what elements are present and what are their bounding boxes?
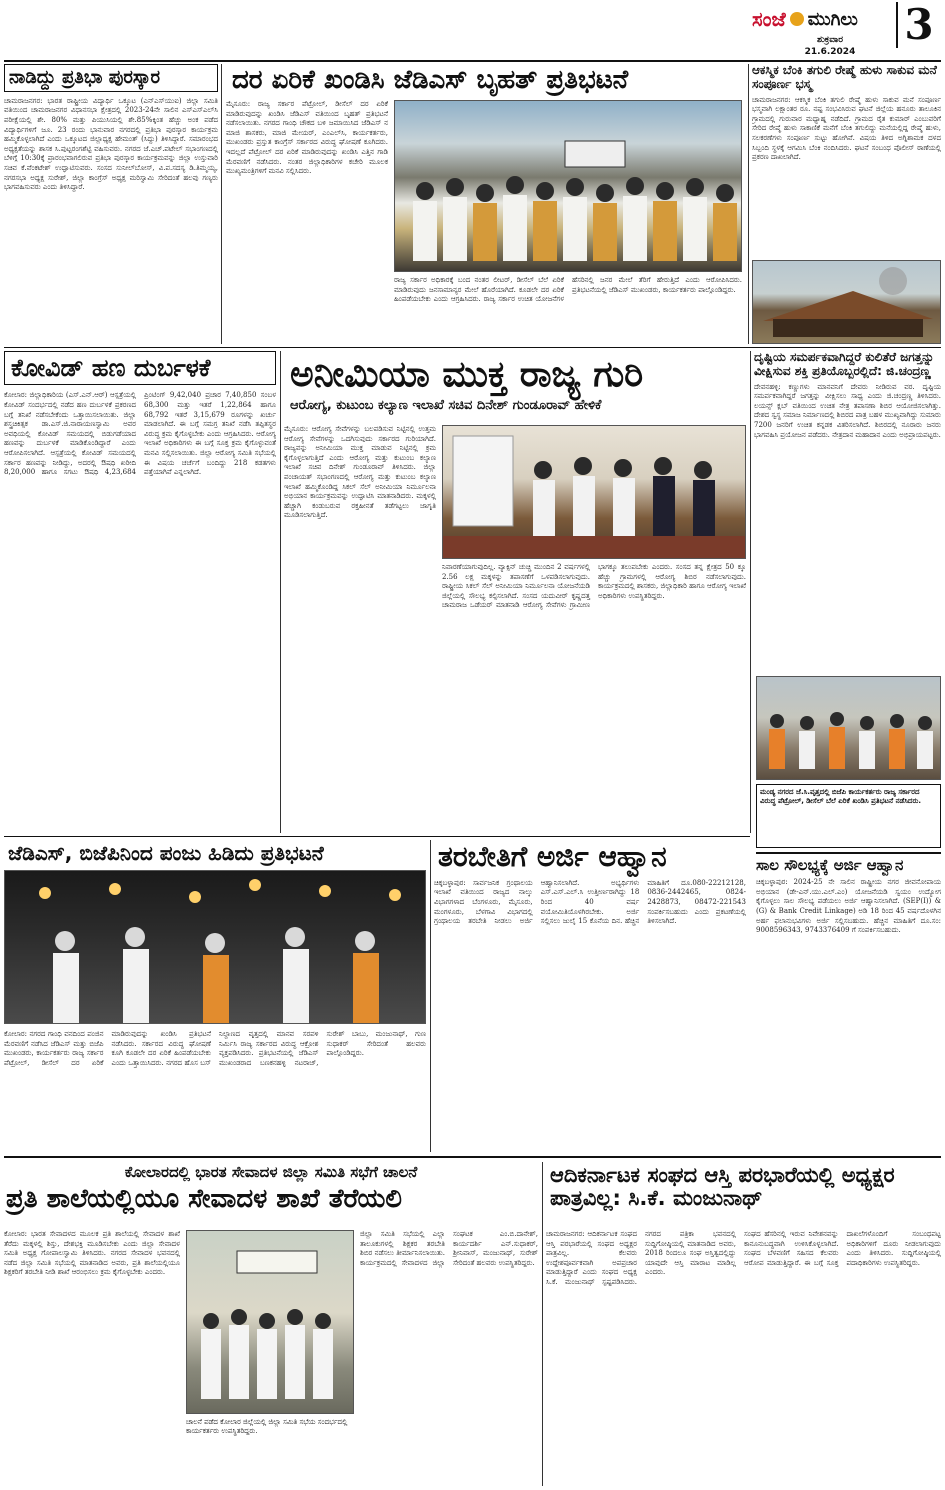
masthead-logo xyxy=(752,4,892,34)
article-adi-karnataka xyxy=(546,1162,941,1486)
body-sevadal-left: ಕೋಲಾರ: ಭಾರತ ಸೇವಾದಳದ ಮೂಲಕ ಪ್ರತಿ ಶಾಲೆಯಲ್ಲಿ ಸೇವಾದಳ ಶಾಖೆ ತೆರೆದು ಮಕ್ಕಳಲ್ಲಿ ಶಿಸ್ತು, ದೇಶಭಕ್ತಿ ಮೂಡಿಸಬೇಕು ಎಂದು ಜಿಲ್ಲಾ ಸೇವಾದಳ ಸಮಿತಿ ಅಧ್ಯಕ್ಷ ಗೋಪಾಲಸ್ವಾಮಿ ತಿಳಿಸಿದರು. ನಗರದ ಸೇವಾದಳ ಭವನದಲ್ಲಿ ನಡೆದ ಜಿಲ್ಲಾ ಸಮಿತಿ ಸಭೆಯಲ್ಲಿ ಮಾತನಾಡಿದ ಅವರು, ಪ್ರತಿ ಶಾಲೆಯಲ್ಲಿಯೂ ಶಿಕ್ಷಕರಿಗೆ ತರಬೇತಿ ನೀಡಿ ಶಾಖೆ ಆರಂಭಿಸಲು ಕ್ರಮ ಕೈಗೊಳ್ಳಬೇಕು ಎಂದರು. xyxy=(4,1230,180,1277)
section-rule xyxy=(4,347,941,348)
photo-mandya-protest xyxy=(756,676,941,780)
article-jds-bjp xyxy=(4,840,426,1152)
headline-jds-bjp: ಜೆಡಿಎಸ್, ಬಿಜೆಪಿನಿಂದ ಪಂಜು ಹಿಡಿದು ಪ್ರತಿಭಟನೆ xyxy=(8,841,324,865)
article-saala xyxy=(756,852,941,1152)
headline-tarabeti: ತರಬೇತಿಗೆ ಅರ್ಜಿ ಆಹ್ವಾನ xyxy=(438,840,667,873)
kicker-sevadal: ಕೋಲಾರದಲ್ಲಿ ಭಾರತ ಸೇವಾದಳ ಜಿಲ್ಲಾ ಸಮಿತಿ ಸಭೆಗೆ ಚಾಲನೆ xyxy=(124,1163,418,1181)
dateline xyxy=(770,34,890,60)
photo-anemia-event xyxy=(442,425,746,559)
column-rule xyxy=(748,64,749,344)
headline-saala: ಸಾಲ ಸೌಲಭ್ಯಕ್ಕೆ ಅರ್ಜಿ ಆಹ್ವಾನ xyxy=(756,852,941,874)
body-adi-right: ಸಂಘದ ಹೆಸರಿನಲ್ಲಿ ಇರುವ ನಿವೇಶನವನ್ನು ಕಾನೂನುಬದ್ಧವಾಗಿ ಉಳಿಸಿಕೊಳ್ಳಲಾಗಿದೆ. ಸಂಘದ ಬೆಳವಣಿಗೆ ಸಹಿಸದ ಕೆಲವರು ಆರೋಪ ಮಾಡುತ್ತಿದ್ದಾರೆ. ಈ ಬಗ್ಗೆ ಸೂಕ್ತ ದಾಖಲೆಗಳೊಂದಿಗೆ ಸಂಬಂಧಪಟ್ಟ ಅಧಿಕಾರಿಗಳಿಗೆ ದೂರು ನೀಡಲಾಗುವುದು ಎಂದು ತಿಳಿಸಿದರು. ಸುದ್ದಿಗೋಷ್ಠಿಯಲ್ಲಿ ಪದಾಧಿಕಾರಿಗಳು ಉಪಸ್ಥಿತರಿದ್ದರು. xyxy=(744,1230,941,1267)
section-rule xyxy=(4,836,750,837)
article-tarabeti xyxy=(434,840,746,1152)
body-anemia-right: ನಿವಾರಣೆಯಾಗುವುದಿಲ್ಲ. ವ್ಯಾಕ್ಸಿನ್ ಚುಚ್ಚಿ ಮುಂದಿನ 2 ವರ್ಷಗಳಲ್ಲಿ 2.56 ಲಕ್ಷ ಮಕ್ಕಳನ್ನು ತಪಾಸಣೆಗೆ ಒಳಪಡಿಸಲಾಗುವುದು. ರಾಷ್ಟ್ರೀಯ ಸಿಕಲ್ ಸೆಲ್ ಅನೀಮಿಯಾ ನಿರ್ಮೂಲನಾ ಯೋಜನೆಯಡಿ ಜಿಲ್ಲೆಯಲ್ಲಿ ಸೌಲಭ್ಯ ಕಲ್ಪಿಸಲಾಗಿದೆ. ಸಂಸದ ಯದುವೀರ್ ಕೃಷ್ಣದತ್ತ ಚಾಮರಾಜ ಒಡೆಯರ್ ಮಾತನಾಡಿ ಆರೋಗ್ಯ ಸೇವೆಗಳು ಗ್ರಾಮೀಣ ಭಾಗಕ್ಕೂ ತಲುಪಬೇಕು ಎಂದರು. ಸಂಸದ ತನ್ನ ಕ್ಷೇತ್ರದ 50 ಕ್ಕೂ ಹೆಚ್ಚು ಗ್ರಾಮಗಳಲ್ಲಿ ಆರೋಗ್ಯ ಶಿಬಿರ ನಡೆಸಲಾಗುವುದು. ಕಾರ್ಯಕ್ರಮದಲ್ಲಿ ಶಾಸಕರು, ಜಿಲ್ಲಾಧಿಕಾರಿ ಹಾಗೂ ಆರೋಗ್ಯ ಇಲಾಖೆ ಅಧಿಕಾರಿಗಳು ಉಪಸ್ಥಿತರಿದ್ದರು. xyxy=(442,563,746,610)
body-sevadal-right: ಜಿಲ್ಲಾ ಸಮಿತಿ ಸಭೆಯಲ್ಲಿ ಎಲ್ಲಾ ತಾಲೂಕುಗಳಲ್ಲಿ ಶಿಕ್ಷಕರ ತರಬೇತಿ ಶಿಬಿರ ನಡೆಸಲು ತೀರ್ಮಾನಿಸಲಾಯಿತು. ಕಾರ್ಯಕ್ರಮದಲ್ಲಿ ಸೇವಾದಳದ ಜಿಲ್ಲಾ ಸಂಘಟಕ ಎಂ.ಬಿ.ದಾನೇಶ್, ಕಾರ್ಯದರ್ಶಿ ಎನ್.ಸುಧಾಕರ್, ಶ್ರೀನಿವಾಸ್, ಮಂಜುನಾಥ್, ಸುರೇಶ್ ಸೇರಿದಂತೆ ಹಲವರು ಉಪಸ್ಥಿತರಿದ್ದರು. xyxy=(360,1230,538,1267)
column-rule xyxy=(430,840,431,1152)
headline-petrol: ದರ ಏರಿಕೆ ಖಂಡಿಸಿ ಜೆಡಿಎಸ್ ಬೃಹತ್ ಪ್ರತಿಭಟನೆ xyxy=(232,65,629,95)
photo-sevadal xyxy=(186,1230,354,1414)
dateline-day: ಶುಕ್ರವಾರ xyxy=(817,35,843,45)
headline-adi-karnataka: ಆದಿಕರ್ನಾಟಕ ಸಂಘದ ಆಸ್ತಿ ಪರಭಾರೆಯಲ್ಲಿ ಅಧ್ಯಕ್ಷರ ಪಾತ್ರವಿಲ್ಲ: ಸಿ.ಕೆ. ಮಂಜುನಾಥ್ xyxy=(550,1163,895,1211)
column-rule xyxy=(221,64,222,344)
photo-dignitaries xyxy=(443,426,746,559)
headline-anemia: ಅನೀಮಿಯಾ ಮುಕ್ತ ರಾಜ್ಯ ಗುರಿ xyxy=(290,354,644,395)
dateline-date: 21.6.2024 xyxy=(804,47,856,57)
headline-drishti: ದೃಷ್ಟಿಯ ಸಮರ್ಪಕವಾಗಿದ್ದರೆ ಕುಲಿತೆರೆ ಜಗತ್ತನ್ನು ವೀಕ್ಷಿಸುವ ಶಕ್ತಿ ಪ್ರತಿಯೊಬ್ಬರಲ್ಲಿದೆ: ಜಿ.ಚಂದ್ರಣ್ಣ xyxy=(754,351,935,378)
body-petrol-left: ಮೈಸೂರು: ರಾಜ್ಯ ಸರ್ಕಾರ ಪೆಟ್ರೋಲ್, ಡೀಸೆಲ್ ದರ ಏರಿಕೆ ಮಾಡಿರುವುದನ್ನು ಖಂಡಿಸಿ ಜೆಡಿಎಸ್ ವತಿಯಿಂದ ಬೃಹತ್ ಪ್ರತಿಭಟನೆ ನಡೆಸಲಾಯಿತು. ನಗರದ ಗಾಂಧಿ ಚೌಕದ ಬಳಿ ಜಮಾಯಿಸಿದ ಜೆಡಿಎಸ್ ನ ಮಾಜಿ ಶಾಸಕರು, ಮಾಜಿ ಮೇಯರ್, ಎಂಎಲ್‌ಸಿ, ಕಾರ್ಯಕರ್ತರು, ಮುಖಂಡರು ಪ್ರಸ್ತುತ ಕಾಂಗ್ರೆಸ್ ಸರ್ಕಾರದ ವಿರುದ್ಧ ಘೋಷಣೆ ಕೂಗಿದರು. ಇದಲ್ಲದೆ ಪೆಟ್ರೋಲ್ ದರ ಏರಿಕೆ ಮಾಡಿರುವುದನ್ನು ಖಂಡಿಸಿ ಎತ್ತಿನ ಗಾಡಿ ಮೆರವಣಿಗೆ ನಡೆಸಿದರು. ನಂತರ ಜಿಲ್ಲಾಧಿಕಾರಿಗಳ ಕಚೇರಿ ಮೂಲಕ ಮುಖ್ಯಮಂತ್ರಿಗಳಿಗೆ ಮನವಿ ಸಲ್ಲಿಸಿದರು. xyxy=(226,100,388,176)
section-rule xyxy=(4,1156,941,1158)
body-drishti: ದೇವನಹಳ್ಳಿ: ಕಣ್ಣುಗಳು ಮಾನವನಿಗೆ ದೇವರು ನೀಡಿರುವ ವರ. ದೃಷ್ಟಿಯ ಸಮರ್ಪಕವಾಗಿದ್ದರೆ ಜಗತ್ತನ್ನು ವೀಕ್ಷಿಸಲು ಸಾಧ್ಯ ಎಂದು ಜಿ.ಚಂದ್ರಣ್ಣ ತಿಳಿಸಿದರು. ಲಯನ್ಸ್ ಕ್ಲಬ್ ವತಿಯಿಂದ ಉಚಿತ ನೇತ್ರ ತಪಾಸಣಾ ಶಿಬಿರ ಆಯೋಜಿಸಲಾಗಿತ್ತು. ದೇಶದ ಸ್ವಸ್ಥ ಸಮಾಜ ನಿರ್ಮಾಣದಲ್ಲಿ ಶಿಬಿರದ ಪಾತ್ರ ಬಹಳ ಮುಖ್ಯವಾಗಿದ್ದು ಸುಮಾರು 7200 ಜನರಿಗೆ ಉಚಿತ ಕನ್ನಡಕ ವಿತರಿಸಲಾಗಿದೆ. ಶಿಬಿರದಲ್ಲಿ ನೂರಾರು ಜನರು ಭಾಗವಹಿಸಿ ಪ್ರಯೋಜನ ಪಡೆದರು. ನೇತ್ರದಾನ ಮಹಾದಾನ ಎಂದು ಅಭಿಪ್ರಾಯಪಟ್ಟರು. xyxy=(754,382,941,439)
article-pratibha xyxy=(4,64,218,344)
page-number: 3 xyxy=(896,2,940,48)
body-pratibha: ಚಾಮರಾಜನಗರ: ಭಾರತ ರಾಷ್ಟ್ರೀಯ ವಿದ್ಯಾರ್ಥಿ ಒಕ್ಕೂಟ (ಎನ್‌ಎಸ್‌ಯುಐ) ಜಿಲ್ಲಾ ಸಮಿತಿ ವತಿಯಿಂದ ಚಾಮರಾಜನಗರ ವಿಧಾನಸಭಾ ಕ್ಷೇತ್ರದಲ್ಲಿ 2023-24ನೇ ಸಾಲಿನ ಎಸ್‌ಎಸ್‌ಎಲ್‌ಸಿ ಪರೀಕ್ಷೆಯಲ್ಲಿ ಶೇ. 80% ಮತ್ತು ಪಿಯುಸಿಯಲ್ಲಿ ಶೇ.85%ಕ್ಕಿಂತ ಹೆಚ್ಚು ಅಂಕ ಪಡೆದ ವಿದ್ಯಾರ್ಥಿಗಳಿಗೆ ಜೂ. 23 ರಂದು ಭಾನುವಾರ ನಗರದಲ್ಲಿ ಪ್ರತಿಭಾ ಪುರಸ್ಕಾರ ಕಾರ್ಯಕ್ರಮ ಹಮ್ಮಿಕೊಳ್ಳಲಾಗಿದೆ ಎಂದು ಒಕ್ಕೂಟದ ಜಿಲ್ಲಾಧ್ಯಕ್ಷ ಹೇಮಂತ್ (ಸಿದ್ದು) ತಿಳಿಸಿದ್ದಾರೆ. ಸಮಾರಂಭದ ಅಧ್ಯಕ್ಷತೆಯನ್ನು ಶಾಸಕ ಸಿ.ಪುಟ್ಟರಂಗಶೆಟ್ಟಿ ವಹಿಸುವರು. ನಗರದ ಜೆ.ಎಚ್.ಪಟೇಲ್ ಸಭಾಂಗಣದಲ್ಲಿ ಬೆಳಿಗ್ಗೆ 10:30ಕ್ಕೆ ಪ್ರಾರಂಭವಾಗಲಿರುವ ಪ್ರತಿಭಾ ಪುರಸ್ಕಾರ ಕಾರ್ಯಕ್ರಮವನ್ನು ಜಿಲ್ಲಾ ಉಸ್ತುವಾರಿ ಸಚಿವ ಕೆ.ವೆಂಕಟೇಶ್ ಉದ್ಘಾಟಿಸುವರು. ಸಂಸದ ಸುನೀಲ್‌ಬೋಸ್, ವಿ.ಪ.ಸದಸ್ಯ ಡಿ.ತಿಮ್ಮಯ್ಯ, ನಗರಸಭಾ ಅಧ್ಯಕ್ಷ ಸುರೇಶ್, ಜಿಲ್ಲಾ ಕಾಂಗ್ರೆಸ್ ಅಧ್ಯಕ್ಷ ಮರಿಸ್ವಾಮಿ ಸೇರಿದಂತೆ ಹಲವು ಗಣ್ಯರು ಭಾಗವಹಿಸುವರು ಎಂದು ತಿಳಿಸಿದ್ದಾರೆ. xyxy=(4,96,218,192)
photo-burnt-shed xyxy=(753,261,941,344)
article-sevadal xyxy=(4,1162,538,1486)
caption-sevadal: ಚಾಲನೆ ಪಡೆದ ಕೋಲಾರ ಜಿಲ್ಲೆಯಲ್ಲಿ ಜಿಲ್ಲಾ ಸಮಿತಿ ಸಭೆಯ ಸಂದರ್ಭದಲ್ಲಿ ಕಾರ್ಯಕರ್ತರು ಉಪಸ್ಥಿತರಿದ್ದರು. xyxy=(186,1418,348,1435)
photo-jds-protest xyxy=(394,100,742,272)
masthead-rule xyxy=(4,60,941,62)
column-rule xyxy=(750,351,751,833)
body-anemia-left: ಮೈಸೂರು: ಆರೋಗ್ಯ ಸೇವೆಗಳನ್ನು ಬಲಪಡಿಸುವ ನಿಟ್ಟಿನಲ್ಲಿ ಉತ್ತಮ ಆರೋಗ್ಯ ಸೇವೆಗಳನ್ನು ಒದಗಿಸುವುದು ಸರ್ಕಾರದ ಗುರಿಯಾಗಿದೆ. ರಾಜ್ಯವನ್ನು ಅನೀಮಿಯಾ ಮುಕ್ತ ಮಾಡುವ ನಿಟ್ಟಿನಲ್ಲಿ ಕ್ರಮ ಕೈಗೊಳ್ಳಲಾಗುತ್ತಿದೆ ಎಂದು ಆರೋಗ್ಯ ಮತ್ತು ಕುಟುಂಬ ಕಲ್ಯಾಣ ಇಲಾಖೆ ಸಚಿವ ದಿನೇಶ್ ಗುಂಡೂರಾವ್ ತಿಳಿಸಿದರು. ಜಿಲ್ಲಾ ಪಂಚಾಯತ್ ಸಭಾಂಗಣದಲ್ಲಿ ಆರೋಗ್ಯ ಮತ್ತು ಕುಟುಂಬ ಕಲ್ಯಾಣ ಇಲಾಖೆ ಹಮ್ಮಿಕೊಂಡಿದ್ದ ಸಿಕಲ್ ಸೆಲ್ ಅನೀಮಿಯಾ ನಿರ್ಮೂಲನಾ ಅಭಿಯಾನ ಕಾರ್ಯಕ್ರಮವನ್ನು ಉದ್ಘಾಟಿಸಿ ಮಾತನಾಡಿದರು. ಮಕ್ಕಳಲ್ಲಿ ಹೆಚ್ಚಾಗಿ ಕಂಡುಬರುವ ರಕ್ತಹೀನತೆ ತಡೆಗಟ್ಟಲು ಜಾಗೃತಿ ಮೂಡಿಸಲಾಗುತ್ತಿದೆ. xyxy=(284,425,436,520)
article-petrol xyxy=(226,64,744,344)
body-fire: ಚಾಮರಾಜನಗರ: ಆಕಸ್ಮಿಕ ಬೆಂಕಿ ತಗುಲಿ ರೇಷ್ಮೆ ಹುಳು ಸಾಕುವ ಮನೆ ಸಂಪೂರ್ಣ ಭಸ್ಮವಾಗಿ ಲಕ್ಷಾಂತರ ರೂ. ನಷ್ಟ ಸಂಭವಿಸಿರುವ ಘಟನೆ ಜಿಲ್ಲೆಯ ಹನೂರು ತಾಲೂಕಿನ ಗ್ರಾಮದಲ್ಲಿ ಗುರುವಾರ ಮಧ್ಯಾಹ್ನ ನಡೆದಿದೆ. ಗ್ರಾಮದ ರೈತ ಕುಮಾರ್ ಎಂಬುವರಿಗೆ ಸೇರಿದ ರೇಷ್ಮೆ ಹುಳು ಸಾಕಾಣಿಕೆ ಮನೆಗೆ ಬೆಂಕಿ ತಗುಲಿದ್ದು ಮನೆಯಲ್ಲಿದ್ದ ರೇಷ್ಮೆ ಹುಳು, ಸಲಕರಣೆಗಳು ಸಂಪೂರ್ಣ ಸುಟ್ಟು ಹೋಗಿವೆ. ವಿಷಯ ತಿಳಿದ ಅಗ್ನಿಶಾಮಕ ದಳದ ಸಿಬ್ಬಂದಿ ಸ್ಥಳಕ್ಕೆ ಆಗಮಿಸಿ ಬೆಂಕಿ ನಂದಿಸಿದರು. ಘಟನೆ ಸಂಬಂಧ ಪೊಲೀಸ್ ಠಾಣೆಯಲ್ಲಿ ಪ್ರಕರಣ ದಾಖಲಾಗಿದೆ. xyxy=(752,95,941,162)
subhead-anemia: ಆರೋಗ್ಯ, ಕುಟುಂಬ ಕಲ್ಯಾಣ ಇಲಾಖೆ ಸಚಿವ ದಿನೇಶ್ ಗುಂಡೂರಾವ್ ಹೇಳಿಕೆ xyxy=(290,397,602,413)
photo-sevadal-group xyxy=(187,1231,354,1414)
photo-torch-crowd xyxy=(5,871,426,1024)
body-adi-left: ಚಾಮರಾಜನಗರ: ಆದಿಕರ್ನಾಟಕ ಸಂಘದ ಆಸ್ತಿ ಪರಭಾರೆಯಲ್ಲಿ ಸಂಘದ ಅಧ್ಯಕ್ಷರ ಪಾತ್ರವಿಲ್ಲ. ಕೆಲವರು ಉದ್ದೇಶಪೂರ್ವಕವಾಗಿ ಅಪಪ್ರಚಾರ ಮಾಡುತ್ತಿದ್ದಾರೆ ಎಂದು ಸಂಘದ ಅಧ್ಯಕ್ಷ ಸಿ.ಕೆ. ಮಂಜುನಾಥ್ ಸ್ಪಷ್ಟಪಡಿಸಿದರು. ನಗರದ ಪತ್ರಿಕಾ ಭವನದಲ್ಲಿ ಸುದ್ದಿಗೋಷ್ಠಿಯಲ್ಲಿ ಮಾತನಾಡಿದ ಅವರು, 2018 ರಿಂದಲೂ ಸಂಘ ಅಸ್ತಿತ್ವದಲ್ಲಿದ್ದು ಯಾವುದೇ ಆಸ್ತಿ ಮಾರಾಟ ಮಾಡಿಲ್ಲ ಎಂದರು. xyxy=(546,1230,736,1286)
column-rule xyxy=(280,351,281,833)
article-fire xyxy=(752,64,941,344)
photo-torch-rally xyxy=(4,870,426,1024)
logo-word-sanje: ಸಂಜೆ xyxy=(752,7,786,31)
logo-word-mugilu: ಮುಗಿಲು xyxy=(807,8,858,30)
body-saala: ಚಿಕ್ಕಬಳ್ಳಾಪುರ: 2024-25 ನೇ ಸಾಲಿನ ರಾಷ್ಟ್ರೀಯ ನಗರ ಜೀವನೋಪಾಯ ಅಭಿಯಾನ (ಡೇ-ಎನ್.ಯು.ಎಲ್.ಎಂ) ಯೋಜನೆಯಡಿ ಸ್ವಯಂ ಉದ್ಯೋಗ ಕೈಗೊಳ್ಳಲು ಸಾಲ ಸೌಲಭ್ಯ ಪಡೆಯಲು ಅರ್ಜಿ ಆಹ್ವಾನಿಸಲಾಗಿದೆ. (SEP(I)) & (G) & Bank Credit Linkage) ಅಡಿ 18 ರಿಂದ 45 ವರ್ಷದೊಳಗಿನ ಅರ್ಹ ಫಲಾನುಭವಿಗಳು ಅರ್ಜಿ ಸಲ್ಲಿಸಬಹುದು. ಹೆಚ್ಚಿನ ಮಾಹಿತಿಗೆ ದೂ.ಸಂ: 9008596343, 9743376409 ಗೆ ಸಂಪರ್ಕಿಸಬಹುದು. xyxy=(756,878,941,935)
photo-crowd-illustration xyxy=(395,101,742,272)
body-petrol-right: ರಾಜ್ಯ ಸರ್ಕಾರ ಅಧಿಕಾರಕ್ಕೆ ಬಂದ ನಂತರ ಲೀಟರ್, ಡೀಸೆಲ್ ಬೆಲೆ ಏರಿಕೆ ಮಾಡಿರುವುದು ಜನಸಾಮಾನ್ಯರ ಮೇಲೆ ಹೊರೆಯಾಗಿದೆ. ಕೂಡಲೇ ದರ ಏರಿಕೆ ಹಿಂಪಡೆಯಬೇಕು ಎಂದು ಆಗ್ರಹಿಸಿದರು. ರಾಜ್ಯ ಸರ್ಕಾರ ಉಚಿತ ಯೋಜನೆಗಳ ಹೆಸರಿನಲ್ಲಿ ಜನರ ಮೇಲೆ ತೆರಿಗೆ ಹೇರುತ್ತಿದೆ ಎಂದು ಆರೋಪಿಸಿದರು. ಪ್ರತಿಭಟನೆಯಲ್ಲಿ ಜೆಡಿಎಸ್ ಮುಖಂಡರು, ಕಾರ್ಯಕರ್ತರು ಪಾಲ್ಗೊಂಡಿದ್ದರು. xyxy=(394,276,742,304)
photo-sitting-protest xyxy=(757,677,941,780)
photo-fire xyxy=(752,260,941,344)
headline-fire: ಆಕಸ್ಮಿಕ ಬೆಂಕಿ ತಗುಲಿ ರೇಷ್ಮೆ ಹುಳು ಸಾಕುವ ಮನೆ ಸಂಪೂರ್ಣ ಭಸ್ಮ xyxy=(752,64,937,91)
logo-cloud-icon xyxy=(790,12,804,26)
headline-sevadal: ಪ್ರತಿ ಶಾಲೆಯಲ್ಲಿಯೂ ಸೇವಾದಳ ಶಾಖೆ ತೆರೆಯಲಿ xyxy=(6,1184,402,1215)
body-jds-bjp: ಕೋಲಾರ: ನಗರದ ಗಾಂಧಿ ವನದಿಂದ ಪಂಜಿನ ಮೆರವಣಿಗೆ ನಡೆಸಿದ ಜೆಡಿಎಸ್ ಮತ್ತು ಬಿಜೆಪಿ ಮುಖಂಡರು, ಕಾರ್ಯಕರ್ತರು ರಾಜ್ಯ ಸರ್ಕಾರ ಪೆಟ್ರೋಲ್, ಡೀಸೆಲ್ ದರ ಏರಿಕೆ ಮಾಡಿರುವುದನ್ನು ಖಂಡಿಸಿ ಪ್ರತಿಭಟನೆ ನಡೆಸಿದರು. ಸರ್ಕಾರದ ವಿರುದ್ಧ ಘೋಷಣೆ ಕೂಗಿ ಕೂಡಲೇ ದರ ಏರಿಕೆ ಹಿಂಪಡೆಯಬೇಕು ಎಂದು ಒತ್ತಾಯಿಸಿದರು. ನಗರದ ಹೊಸ ಬಸ್ ನಿಲ್ದಾಣದ ವೃತ್ತದಲ್ಲಿ ಮಾನವ ಸರಪಳಿ ನಿರ್ಮಿಸಿ ರಾಜ್ಯ ಸರ್ಕಾರದ ವಿರುದ್ಧ ಆಕ್ರೋಶ ವ್ಯಕ್ತಪಡಿಸಿದರು. ಪ್ರತಿಭಟನೆಯಲ್ಲಿ ಜೆಡಿಎಸ್ ಮುಖಂಡರಾದ ಬಣಕನಹಳ್ಳಿ ನಟರಾಜ್, ಸುರೇಶ್ ಬಾಬು, ಮಂಜುನಾಥ್, ಗುಣ ಸುಧಾಕರ್ ಸೇರಿದಂತೆ ಹಲವರು ಪಾಲ್ಗೊಂಡಿದ್ದರು. xyxy=(4,1030,426,1067)
article-covid xyxy=(4,351,276,833)
headline-pratibha: ನಾಡಿದ್ದು ಪ್ರತಿಭಾ ಪುರಸ್ಕಾರ xyxy=(4,64,218,92)
article-anemia xyxy=(284,351,746,833)
headline-covid: ಕೋವಿಡ್ ಹಣ ದುರ್ಬಳಕೆ xyxy=(4,351,276,385)
body-tarabeti: ಚಿಕ್ಕಬಳ್ಳಾಪುರ: ಸಾರ್ವಜನಿಕ ಗ್ರಂಥಾಲಯ ಇಲಾಖೆ ವತಿಯಿಂದ ರಾಜ್ಯದ ನಾಲ್ಕು ವಿಭಾಗಗಳಾದ ಬೆಂಗಳೂರು, ಮೈಸೂರು, ಮಂಗಳೂರು, ಬೆಳಗಾವಿ ವಿಭಾಗದಲ್ಲಿ ಗ್ರಂಥಾಲಯ ತರಬೇತಿ ನೀಡಲು ಅರ್ಜಿ ಆಹ್ವಾನಿಸಲಾಗಿದೆ. ಅಭ್ಯರ್ಥಿಗಳು ಎಸ್.ಎಸ್.ಎಲ್.ಸಿ ಉತ್ತೀರ್ಣರಾಗಿದ್ದು 18 ರಿಂದ 40 ವರ್ಷ ವಯೋಮಿತಿಯೊಳಗಿರಬೇಕು. ಅರ್ಜಿ ಸಲ್ಲಿಸಲು ಜುಲೈ 15 ಕೊನೆಯ ದಿನ. ಹೆಚ್ಚಿನ ಮಾಹಿತಿಗೆ ದೂ.080-22212128, 0836-2442465, 0824-2428873, 08472-221543 ಸಂಪರ್ಕಿಸಬಹುದು ಎಂದು ಪ್ರಕಟಣೆಯಲ್ಲಿ ತಿಳಿಸಲಾಗಿದೆ. xyxy=(434,878,746,926)
body-covid: ಕೋಲಾರ: ಜಿಲ್ಲಾಧಿಕಾರಿಯ (ಎಸ್.ಎನ್.ಆರ್) ಆಸ್ಪತ್ರೆಯಲ್ಲಿ ಕೋವಿಡ್ ಸಂದರ್ಭದಲ್ಲಿ ನಡೆದ ಹಣ ದುರ್ಬಳಕೆ ಪ್ರಕರಣದ ಬಗ್ಗೆ ತನಿಖೆ ನಡೆಸಬೇಕೆಂದು ಒತ್ತಾಯಿಸಲಾಯಿತು. ಜಿಲ್ಲಾ ಶಸ್ತ್ರಚಿಕಿತ್ಸಕ ಡಾ.ಎಸ್.ಜಿ.ನಾರಾಯಣಸ್ವಾಮಿ ಅವರ ಅವಧಿಯಲ್ಲಿ ಕೋವಿಡ್ ಸಮಯದಲ್ಲಿ ಬಿಡುಗಡೆಯಾದ ಹಣವನ್ನು ದುರ್ಬಳಕೆ ಮಾಡಿಕೊಂಡಿದ್ದಾರೆ ಎಂದು ಆರೋಪಿಸಲಾಗಿದೆ. ಆಸ್ಪತ್ರೆಯಲ್ಲಿ ಕೋವಿಡ್ ಸಮಯದಲ್ಲಿ ಸರ್ಕಾರ ಹಣವನ್ನು ನೀಡಿದ್ದು, ಅದರಲ್ಲಿ ಔಷಧಿ ಖರೀದಿ 8,20,000 ಹಾಗೂ ಸಗಟು ಔಷಧಿ 4,23,684 ಪ್ರಿಂಟಿಂಗ್ 9,42,040 ಪ್ರಚಾರ 7,40,850 ಸಂಬಳ 68,300 ಮತ್ತು ಇತರೆ 1,22,864 ಹಾಗೂ 68,792 ಇತರೆ 3,15,679 ರೂಗಳನ್ನು ಖರ್ಚು ಮಾಡಲಾಗಿದೆ. ಈ ಬಗ್ಗೆ ಸಮಗ್ರ ತನಿಖೆ ನಡೆಸಿ ತಪ್ಪಿತಸ್ಥರ ವಿರುದ್ಧ ಕ್ರಮ ಕೈಗೊಳ್ಳಬೇಕು ಎಂದು ಆಗ್ರಹಿಸಿದರು. ಆರೋಗ್ಯ ಇಲಾಖೆ ಅಧಿಕಾರಿಗಳು ಈ ಬಗ್ಗೆ ಸೂಕ್ತ ಕ್ರಮ ಕೈಗೊಳ್ಳುವಂತೆ ಮನವಿ ಸಲ್ಲಿಸಲಾಯಿತು. ಜಿಲ್ಲಾ ಆರೋಗ್ಯ ಸಮಿತಿ ಸಭೆಯಲ್ಲಿ ಈ ವಿಷಯ ಚರ್ಚೆಗೆ ಬಂದಿದ್ದು 218 ಕಡತಗಳು ಪತ್ತೆಯಾಗಿವೆ ಎನ್ನಲಾಗಿದೆ. xyxy=(4,391,276,477)
caption-mandya: ಮಂಡ್ಯ ನಗರದ ಜೆ.ಸಿ.ವೃತ್ತದಲ್ಲಿ ಬಿಜೆಪಿ ಕಾರ್ಯಕರ್ತರು ರಾಜ್ಯ ಸರ್ಕಾರದ ವಿರುದ್ಧ ಪೆಟ್ರೋಲ್, ಡೀಸೆಲ್ ಬೆಲೆ ಏರಿಕೆ ಖಂಡಿಸಿ ಪ್ರತಿಭಟನೆ ನಡೆಸಿದರು. xyxy=(756,784,941,848)
column-rule xyxy=(542,1162,543,1486)
